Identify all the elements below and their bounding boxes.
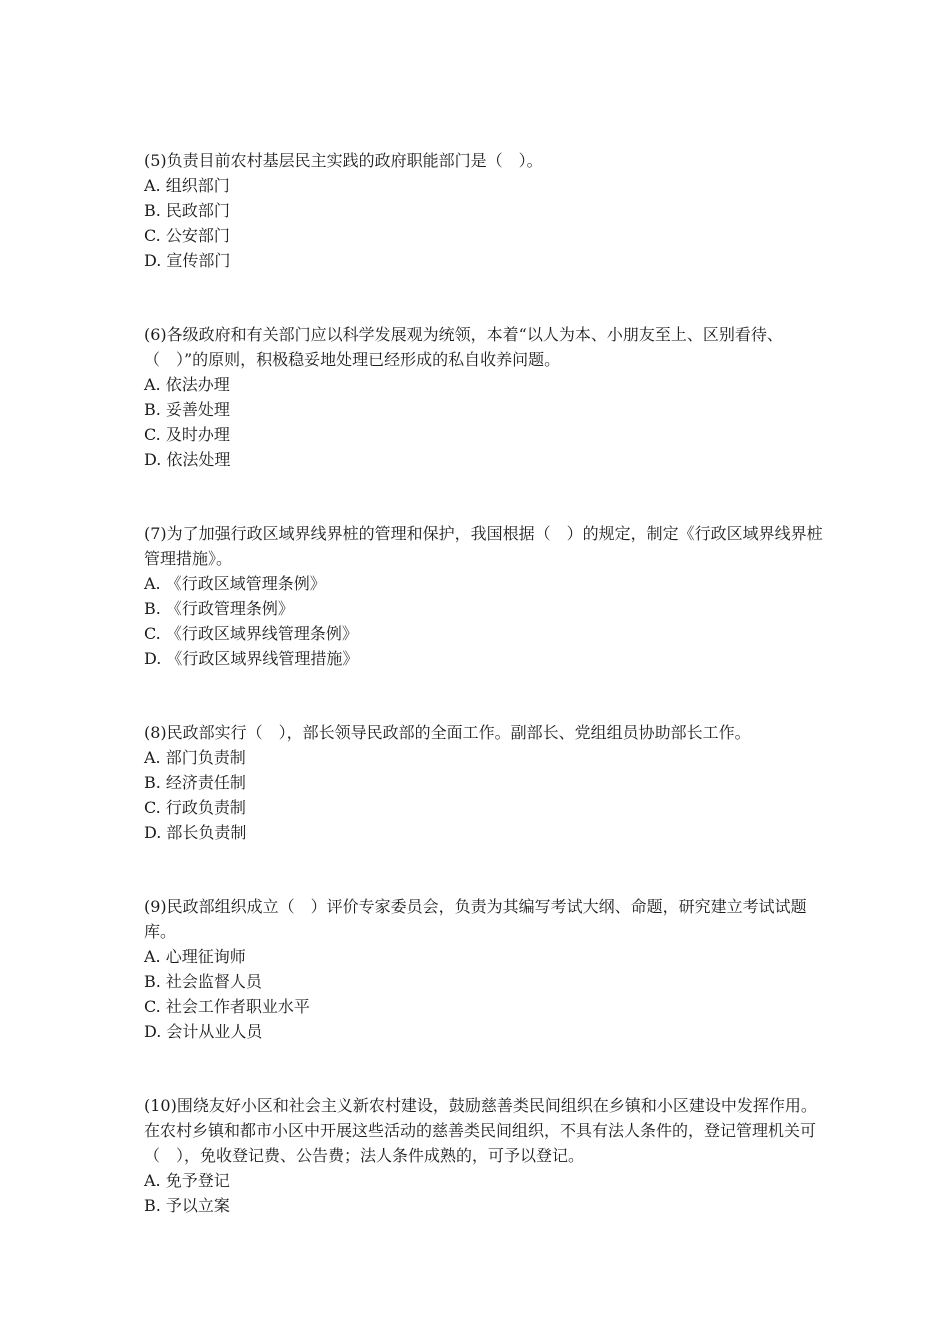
option-d: D. 会计从业人员	[144, 1022, 263, 1041]
question-6	[144, 322, 824, 472]
option-b: B. 民政部门	[144, 201, 230, 220]
question-10	[144, 1093, 824, 1218]
option-a: A. 《行政区域管理条例》	[144, 574, 326, 593]
option-c: C. 《行政区域界线管理条例》	[144, 624, 358, 643]
question-7	[144, 521, 824, 671]
option-b: B. 《行政管理条例》	[144, 599, 294, 618]
option-d: D. 部长负责制	[144, 823, 247, 842]
question-9	[144, 894, 824, 1044]
option-c: C. 及时办理	[144, 425, 230, 444]
option-a: A. 组织部门	[144, 176, 230, 195]
option-c: C. 社会工作者职业水平	[144, 997, 310, 1016]
option-a: A. 依法办理	[144, 375, 230, 394]
question-list	[144, 148, 824, 1218]
option-a: A. 免予登记	[144, 1171, 230, 1190]
option-c: C. 公安部门	[144, 226, 230, 245]
question-stem: (6)各级政府和有关部门应以科学发展观为统领，本着“以人为本、小朋友至上、区别看待、（ ）”的原则，积极稳妥地处理已经形成的私自收养问题。	[144, 325, 783, 369]
option-b: B. 社会监督人员	[144, 972, 262, 991]
option-d: D. 《行政区域界线管理措施》	[144, 649, 359, 668]
option-a: A. 心理征询师	[144, 947, 246, 966]
question-stem: (8)民政部实行（ ），部长领导民政部的全面工作。副部长、党组组员协助部长工作。	[144, 723, 751, 742]
option-b: B. 经济责任制	[144, 773, 246, 792]
question-5	[144, 148, 824, 273]
option-c: C. 行政负责制	[144, 798, 246, 817]
option-d: D. 依法处理	[144, 450, 231, 469]
option-a: A. 部门负责制	[144, 748, 246, 767]
option-b: B. 予以立案	[144, 1196, 230, 1215]
question-stem: (10)围绕友好小区和社会主义新农村建设，鼓励慈善类民间组织在乡镇和小区建设中发挥作用。在农村乡镇和都市小区中开展这些活动的慈善类民间组织，不具有法人条件的，登记管理机关可（ ），免收登记费、公告费；法人条件成熟的，可予以登记。	[144, 1096, 817, 1165]
question-stem: (5)负责目前农村基层民主实践的政府职能部门是（ ）。	[144, 151, 543, 170]
question-8	[144, 720, 824, 845]
question-stem: (7)为了加强行政区域界线界桩的管理和保护，我国根据（ ）的规定，制定《行政区域界线界桩管理措施》。	[144, 524, 823, 568]
option-b: B. 妥善处理	[144, 400, 230, 419]
option-d: D. 宣传部门	[144, 251, 231, 270]
question-stem: (9)民政部组织成立（ ）评价专家委员会，负责为其编写考试大纲、命题，研究建立考试试题库。	[144, 897, 807, 941]
